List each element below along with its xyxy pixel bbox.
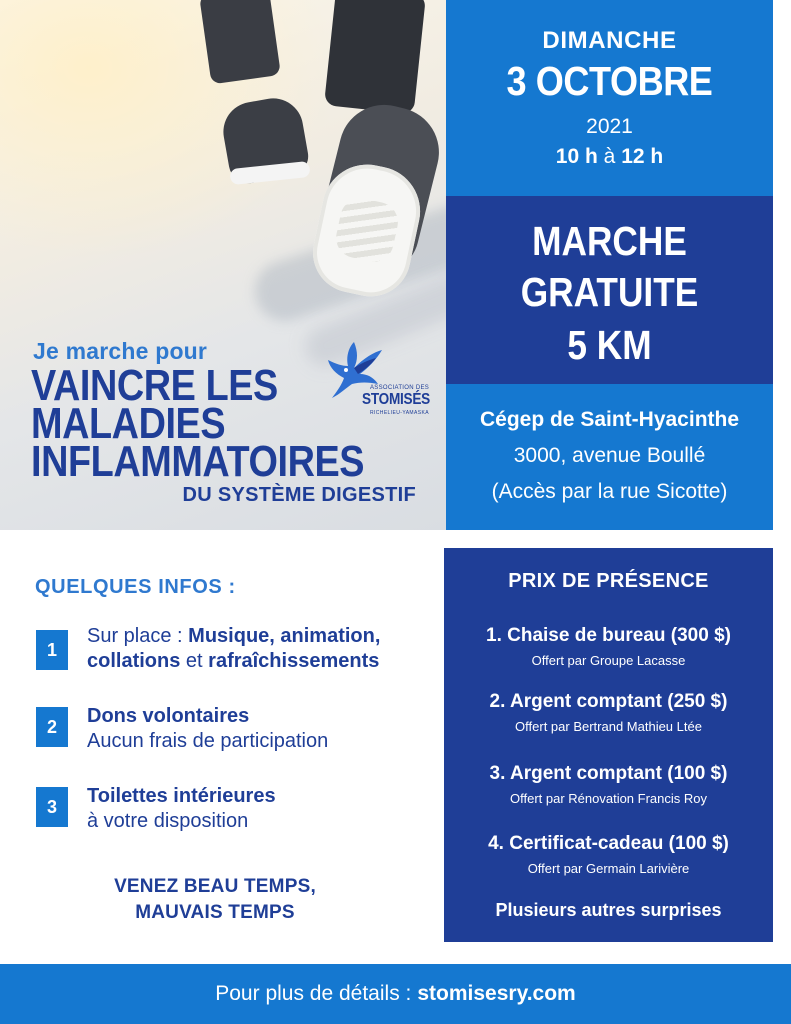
walk-line: MARCHE (532, 218, 687, 264)
association-logo (320, 338, 430, 420)
tagline: Je marche pour (33, 338, 208, 364)
title-line: MALADIES (31, 399, 226, 448)
logo-assoc-text: ASSOCIATION DES (370, 385, 430, 391)
title-line: VAINCRE LES (31, 361, 278, 410)
venue-access: (Accès par la rue Sicotte) (491, 480, 728, 503)
walk-line: 5 KM (567, 322, 652, 368)
info-text (87, 704, 447, 754)
footer-bar (0, 964, 791, 1024)
time-end: 12 h (621, 145, 664, 168)
info-bold: collations (87, 650, 181, 672)
footer-text: Pour plus de détails : (215, 982, 412, 1005)
prize-item (444, 690, 773, 736)
prize-name: 2. Argent comptant (250 $) (489, 691, 728, 712)
info-number-badge: 2 (36, 707, 68, 747)
time-separator: à (603, 145, 616, 168)
event-day: DIMANCHE (542, 27, 677, 54)
infos-title: QUELQUES INFOS : (35, 576, 236, 598)
prize-sponsor: Offert par Rénovation Francis Roy (509, 791, 707, 806)
date-panel (446, 0, 773, 196)
event-time (446, 145, 773, 169)
title-line: INFLAMMATOIRES (31, 437, 365, 486)
logo-region: RICHELIEU-YAMASKA (370, 410, 429, 416)
info-text (87, 624, 447, 674)
event-date: 3 OCTOBRE (506, 58, 713, 104)
prize-sponsor: Offert par Bertrand Mathieu Ltée (515, 719, 702, 734)
weather-line: VENEZ BEAU TEMPS, (114, 876, 316, 897)
prize-item (444, 832, 773, 878)
prizes-title: PRIX DE PRÉSENCE (508, 570, 709, 592)
info-prefix: Sur place : (87, 625, 189, 647)
weather-line: MAUVAIS TEMPS (135, 902, 295, 923)
venue-address: 3000, avenue Boullé (513, 444, 706, 467)
info-detail: Aucun frais de participation (87, 730, 329, 752)
prize-name: 1. Chaise de bureau (300 $) (486, 625, 731, 646)
info-connector: et (180, 650, 209, 672)
venue-panel (446, 384, 773, 530)
subtitle: DU SYSTÈME DIGESTIF (182, 484, 416, 506)
walk-line: GRATUITE (520, 269, 699, 315)
info-number-badge: 3 (36, 787, 68, 827)
prize-sponsor: Offert par Groupe Lacasse (531, 653, 686, 668)
info-detail: à votre disposition (87, 810, 249, 832)
prize-name: 4. Certificat-cadeau (100 $) (488, 833, 729, 854)
info-bold: Dons volontaires (87, 705, 250, 727)
leg (324, 0, 426, 114)
info-bold: Musique, animation, (188, 625, 381, 647)
time-start: 10 h (555, 145, 598, 168)
logo-name: STOMISÉS (362, 391, 430, 408)
event-year: 2021 (586, 115, 633, 138)
prize-name: 3. Argent comptant (100 $) (489, 763, 728, 784)
prizes-more: Plusieurs autres surprises (495, 900, 722, 920)
info-number-badge: 1 (36, 630, 68, 670)
info-bold: Toilettes intérieures (87, 785, 276, 807)
walk-panel (446, 196, 773, 384)
prize-sponsor: Offert par Germain Larivière (527, 861, 690, 876)
footer-website-link[interactable]: stomisesry.com (417, 982, 576, 1005)
info-text (87, 784, 447, 834)
prize-item (444, 762, 773, 808)
prize-item (444, 624, 773, 670)
venue-name: Cégep de Saint-Hyacinthe (479, 408, 740, 431)
leg (199, 0, 281, 84)
prizes-panel (444, 548, 773, 942)
info-bold: rafraîchissements (208, 650, 380, 672)
